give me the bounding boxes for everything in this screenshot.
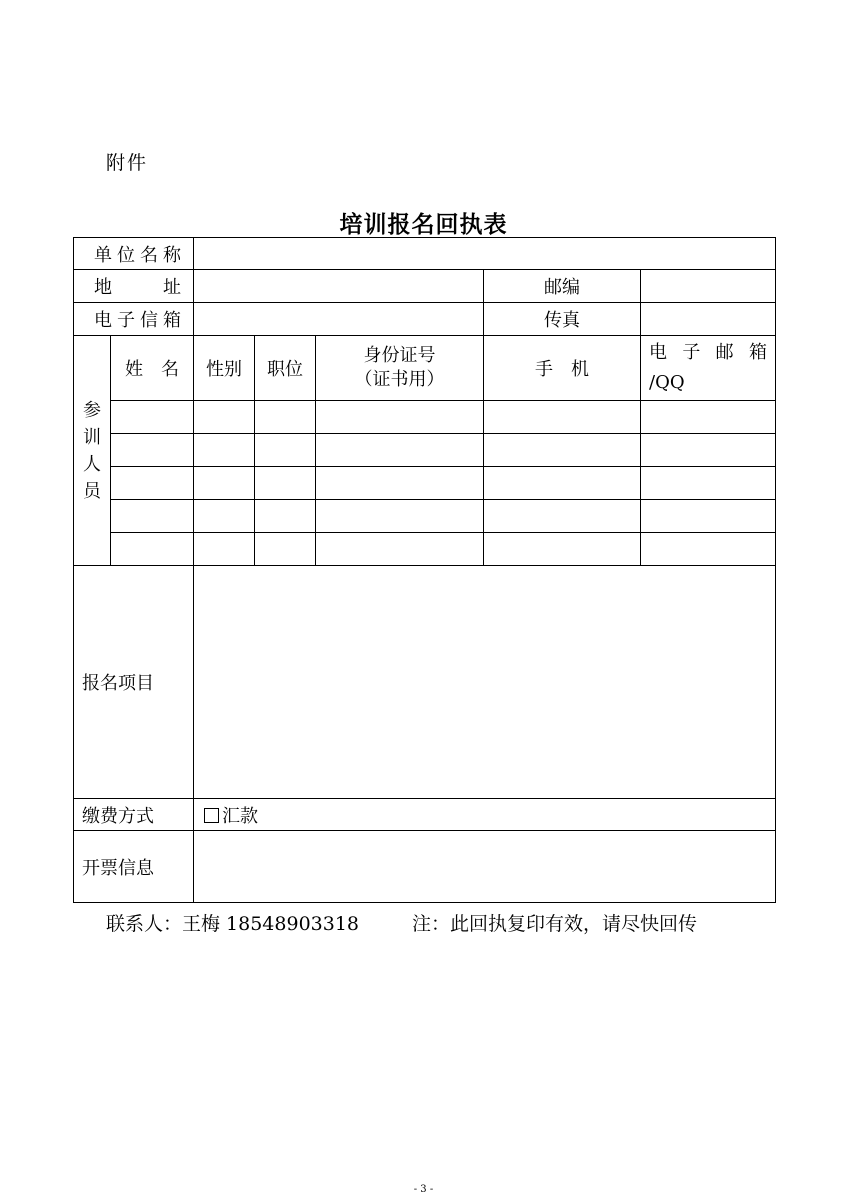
participant-position-cell[interactable] <box>255 533 316 566</box>
participant-phone-cell[interactable] <box>484 533 641 566</box>
participant-position-cell[interactable] <box>255 467 316 500</box>
col-email-line2: /QQ <box>649 372 685 393</box>
table-row <box>74 533 776 566</box>
participant-gender-cell[interactable] <box>194 401 255 434</box>
participant-email-cell[interactable] <box>641 533 776 566</box>
participant-phone-cell[interactable] <box>484 500 641 533</box>
footer <box>106 909 698 936</box>
participants-char: 参 <box>83 399 101 421</box>
col-id-line2: （证书用） <box>354 369 445 390</box>
participant-id-cell[interactable] <box>316 533 484 566</box>
col-phone-header: 手 机 <box>484 336 641 401</box>
participant-id-cell[interactable] <box>316 467 484 500</box>
address-label: 地 址 <box>74 270 194 303</box>
email-field[interactable] <box>194 303 484 336</box>
payment-field <box>194 799 776 831</box>
checkbox-icon[interactable] <box>204 808 219 823</box>
table-row <box>74 467 776 500</box>
unit-name-field[interactable] <box>194 238 776 270</box>
fax-field[interactable] <box>641 303 776 336</box>
email-label: 电子信箱 <box>74 303 194 336</box>
postcode-label: 邮编 <box>484 270 641 303</box>
project-label: 报名项目 <box>74 566 194 799</box>
participants-char: 员 <box>83 480 101 502</box>
col-position-header: 职位 <box>255 336 316 401</box>
fax-label: 传真 <box>484 303 641 336</box>
participant-gender-cell[interactable] <box>194 533 255 566</box>
participant-position-cell[interactable] <box>255 500 316 533</box>
participant-name-cell[interactable] <box>111 500 194 533</box>
contact-info: 联系人：王梅 18548903318 <box>106 913 360 935</box>
participant-email-cell[interactable] <box>641 434 776 467</box>
invoice-field[interactable] <box>194 831 776 903</box>
participant-gender-cell[interactable] <box>194 500 255 533</box>
table-row <box>74 434 776 467</box>
participant-phone-cell[interactable] <box>484 434 641 467</box>
postcode-field[interactable] <box>641 270 776 303</box>
participant-phone-cell[interactable] <box>484 401 641 434</box>
participant-email-cell[interactable] <box>641 500 776 533</box>
participant-id-cell[interactable] <box>316 500 484 533</box>
participant-position-cell[interactable] <box>255 401 316 434</box>
col-email-line1: 电子邮箱 <box>649 342 768 363</box>
participant-name-cell[interactable] <box>111 401 194 434</box>
participant-position-cell[interactable] <box>255 434 316 467</box>
participant-name-cell[interactable] <box>111 467 194 500</box>
unit-name-label: 单位名称 <box>74 238 194 270</box>
col-id-header <box>316 336 484 401</box>
page-number: - 3 - <box>413 1184 434 1195</box>
participant-phone-cell[interactable] <box>484 467 641 500</box>
payment-label: 缴费方式 <box>74 799 194 831</box>
col-name-header: 姓 名 <box>111 336 194 401</box>
registration-form-table <box>73 237 776 903</box>
participant-gender-cell[interactable] <box>194 434 255 467</box>
participant-email-cell[interactable] <box>641 401 776 434</box>
col-email-header <box>641 336 776 401</box>
project-field[interactable] <box>194 566 776 799</box>
participants-label <box>74 336 111 566</box>
participants-char: 人 <box>83 453 101 475</box>
participants-char: 训 <box>83 426 101 448</box>
participant-name-cell[interactable] <box>111 533 194 566</box>
participant-gender-cell[interactable] <box>194 467 255 500</box>
participant-id-cell[interactable] <box>316 401 484 434</box>
table-row <box>74 401 776 434</box>
table-row <box>74 500 776 533</box>
participant-email-cell[interactable] <box>641 467 776 500</box>
form-title: 培训报名回执表 <box>339 211 508 238</box>
col-gender-header: 性别 <box>194 336 255 401</box>
participant-name-cell[interactable] <box>111 434 194 467</box>
address-field[interactable] <box>194 270 484 303</box>
payment-option-label: 汇款 <box>222 805 258 827</box>
attachment-label: 附件 <box>106 152 149 174</box>
participant-id-cell[interactable] <box>316 434 484 467</box>
footer-note: 注：此回执复印有效，请尽快回传 <box>412 913 698 935</box>
col-id-line1: 身份证号 <box>363 345 436 366</box>
invoice-label: 开票信息 <box>74 831 194 903</box>
